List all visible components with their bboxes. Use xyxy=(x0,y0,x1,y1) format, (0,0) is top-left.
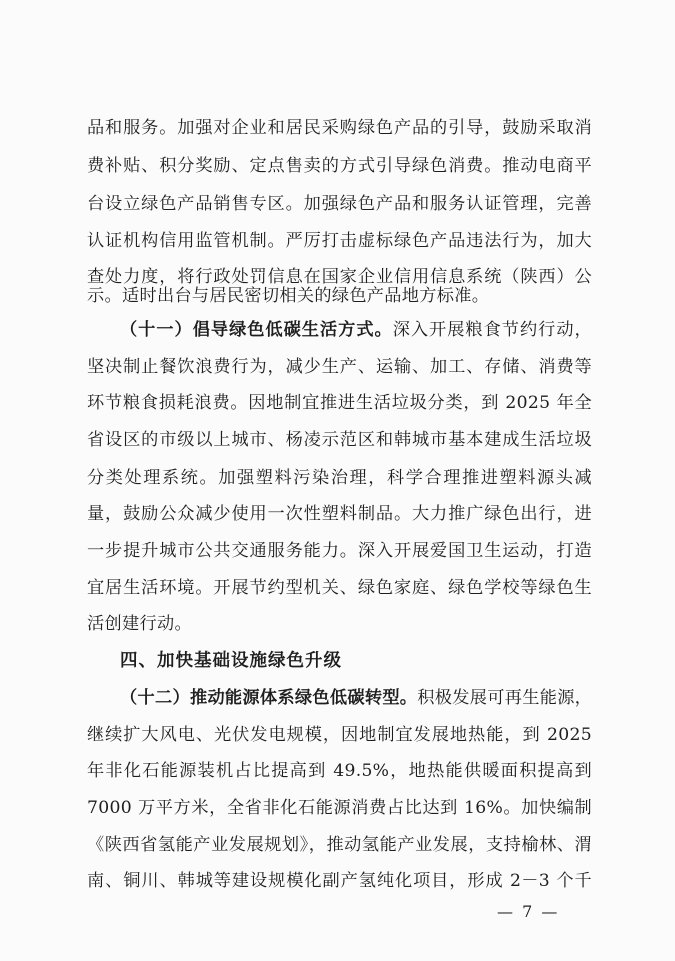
text-line: 坚决制止餐饮浪费行为，减少生产、运输、加工、存储、消费等 xyxy=(87,357,592,377)
text-line: 示。适时出台与居民密切相关的绿色产品地方标准。 xyxy=(87,286,490,306)
text-line: 环节粮食损耗浪费。因地制宜推进生活垃圾分类，到 2025 年全 xyxy=(87,393,592,413)
text-line: 台设立绿色产品销售专区。加强绿色产品和服务认证管理，完善 xyxy=(87,194,592,214)
text-line: 品和服务。加强对企业和居民采购绿色产品的引导，鼓励采取消 xyxy=(87,118,592,138)
page-number: — 7 — xyxy=(497,902,560,921)
text-line: 费补贴、积分奖励、定点售卖的方式引导绿色消费。推动电商平 xyxy=(87,156,592,176)
text-line: 年非化石能源装机占比提高到 49.5%，地热能供暖面积提高到 xyxy=(87,761,592,781)
text-line: 省设区的市级以上城市、杨凌示范区和韩城市基本建成生活垃圾 xyxy=(87,430,592,450)
text-line: 认证机构信用监管机制。严厉打击虚标绿色产品违法行为，加大 xyxy=(87,231,592,251)
text-line: 宜居生活环境。开展节约型机关、绿色家庭、绿色学校等绿色生 xyxy=(87,578,592,598)
text-line: 分类处理系统。加强塑料污染治理，科学合理推进塑料源头减 xyxy=(87,468,592,488)
text-line: 量，鼓励公众减少使用一次性塑料制品。大力推广绿色出行，进 xyxy=(87,504,592,524)
paragraph-12-first-line xyxy=(120,688,592,708)
text-line: 活创建行动。 xyxy=(87,614,192,634)
text-line: 南、铜川、韩城等建设规模化副产氢纯化项目，形成 2－3 个千 xyxy=(87,871,592,891)
section-heading: 四、加快基础设施绿色升级 xyxy=(120,651,342,671)
text-line: 继续扩大风电、光伏发电规模，因地制宜发展地热能，到 2025 xyxy=(87,725,592,745)
paragraph-11-first-line xyxy=(120,320,592,340)
text-line: 一步提升城市公共交通服务能力。深入开展爱国卫生运动，打造 xyxy=(87,541,592,561)
paragraph-12-rest: 积极发展可再生能源， xyxy=(417,688,593,708)
paragraph-12-lead: （十二）推动能源体系绿色低碳转型。 xyxy=(120,688,418,708)
paragraph-11-lead: （十一）倡导绿色低碳生活方式。 xyxy=(120,320,393,340)
text-line: 《陕西省氢能产业发展规划》，推动氢能产业发展，支持榆林、渭 xyxy=(87,835,592,855)
text-line: 查处力度，将行政处罚信息在国家企业信用信息系统（陕西）公 xyxy=(87,267,592,287)
text-line: 7000 万平方米，全省非化石能源消费占比达到 16%。加快编制 xyxy=(87,798,592,818)
paragraph-11-rest: 深入开展粮食节约行动， xyxy=(392,320,592,340)
